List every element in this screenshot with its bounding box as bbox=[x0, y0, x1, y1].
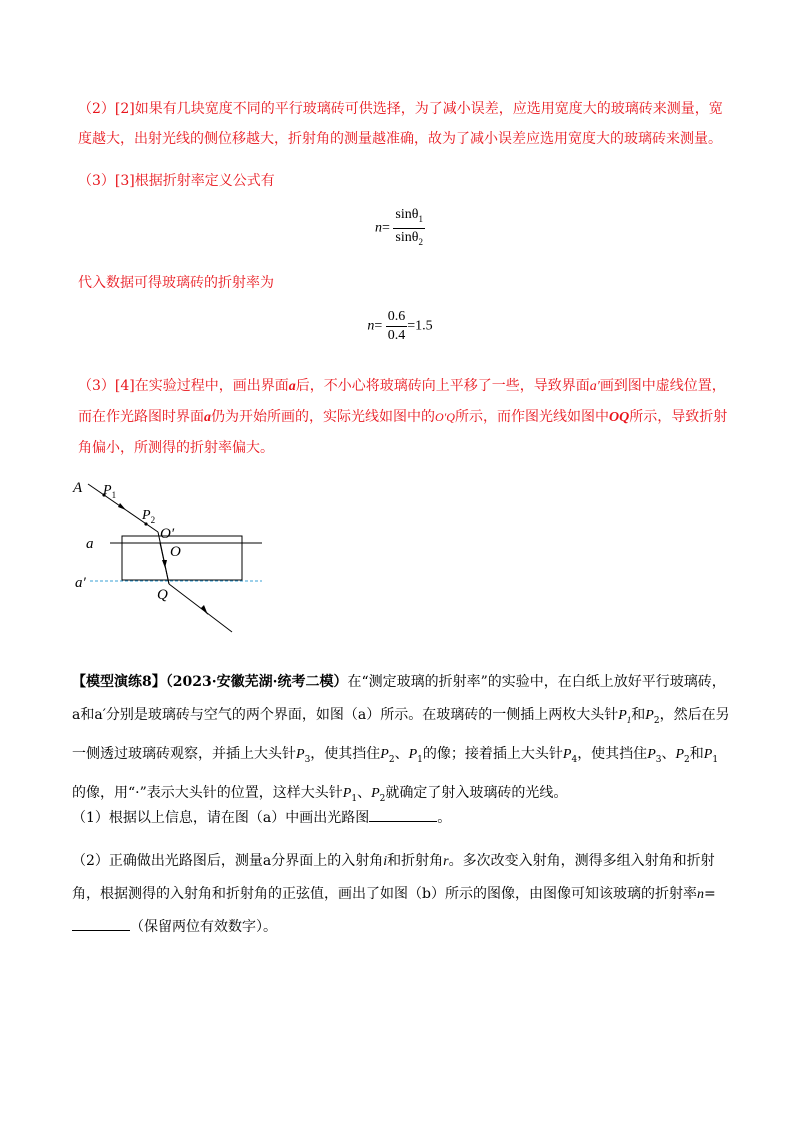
label-P2: $P_2$ bbox=[142, 508, 156, 525]
label-A: A bbox=[73, 480, 83, 496]
emergent-ray bbox=[169, 584, 232, 632]
emergent-arrow bbox=[201, 605, 208, 615]
solution-part-2: （2）[2]如果有几块宽度不同的平行玻璃砖可供选择，为了减小误差，应选用宽度大的玻璃砖来测量，宽度越大，出射光线的侧位移越大，折射角的测量越准确，故为了减小误差应选用宽度大的玻璃砖来测量。 bbox=[78, 101, 723, 147]
label-a-prime: a′ bbox=[75, 575, 86, 591]
solution-part-3: （3）[3]根据折射率定义公式有 bbox=[78, 173, 275, 189]
question-2: （2）正确做出光路图后，测量a分界面上的入射角i和折射角r。多次改变入射角，测得多组入射角和折射角，根据测得的入射角和折射角的正弦值，画出了如图（b）所示的图像，由图像可知该玻璃的折射率n=（保留两位有效数字）。 bbox=[72, 853, 716, 935]
formula-refractive-index-value: n= $\frac{0.6}{0.4}$ =1.5 bbox=[367, 309, 433, 343]
refraction-diagram bbox=[70, 470, 270, 640]
fraction: $\frac{0.6}{0.4}$ bbox=[387, 309, 406, 343]
question-1: （1）根据以上信息，请在图（a）中画出光路图 。 bbox=[72, 803, 722, 833]
label-O: O bbox=[170, 544, 181, 560]
answer-blank-1[interactable] bbox=[369, 807, 437, 822]
label-a: a bbox=[86, 536, 94, 552]
label-O-prime: O′ bbox=[160, 526, 175, 542]
solution-part-4: （3）[4]在实验过程中，画出界面a后，不小心将玻璃砖向上平移了一些，导致界面a′画到图中虚线位置，而在作光路图时界面a仍为开始所画的，实际光线如图中的O′Q所示，而作图光线如图中OQ所示，导致折射角偏小，所测得的折射率偏大。 bbox=[78, 378, 728, 456]
label-P1: $P_1$ bbox=[103, 483, 117, 500]
problem-statement: 【模型演练8】（2023·安徽芜湖·统考二模）在“测定玻璃的折射率”的实验中，在白纸上放好平行玻璃砖，a和a′分别是玻璃砖与空气的两个界面，如图（a）所示。在玻璃砖的一侧插上两枚大头针$P_1$和$P_2$，然后在另一侧透过玻璃砖观察，并插上大头针$P_3$，使其挡住$P_2$、$P_1$的像；接着插上大头针$P_4$，使其挡住$P_3$、$P_2$和$P_1$的像，用“·”表示大头针的位置，这样大头针$P_1$、$P_2$就确定了射入玻璃砖的光线。 bbox=[72, 674, 730, 804]
fraction: $\frac{\sin\theta_1}{\sin\theta_2}$ bbox=[395, 207, 423, 247]
incident-arrow bbox=[118, 503, 126, 510]
formula-refractive-index-definition: n= $\frac{\sin\theta_1}{\sin\theta_2}$ bbox=[0, 206, 800, 251]
refracted-arrow bbox=[162, 560, 167, 568]
label-Q: Q bbox=[157, 587, 168, 603]
answer-blank-2[interactable] bbox=[72, 916, 130, 931]
solution-substitute-text: 代入数据可得玻璃砖的折射率为 bbox=[78, 275, 274, 291]
